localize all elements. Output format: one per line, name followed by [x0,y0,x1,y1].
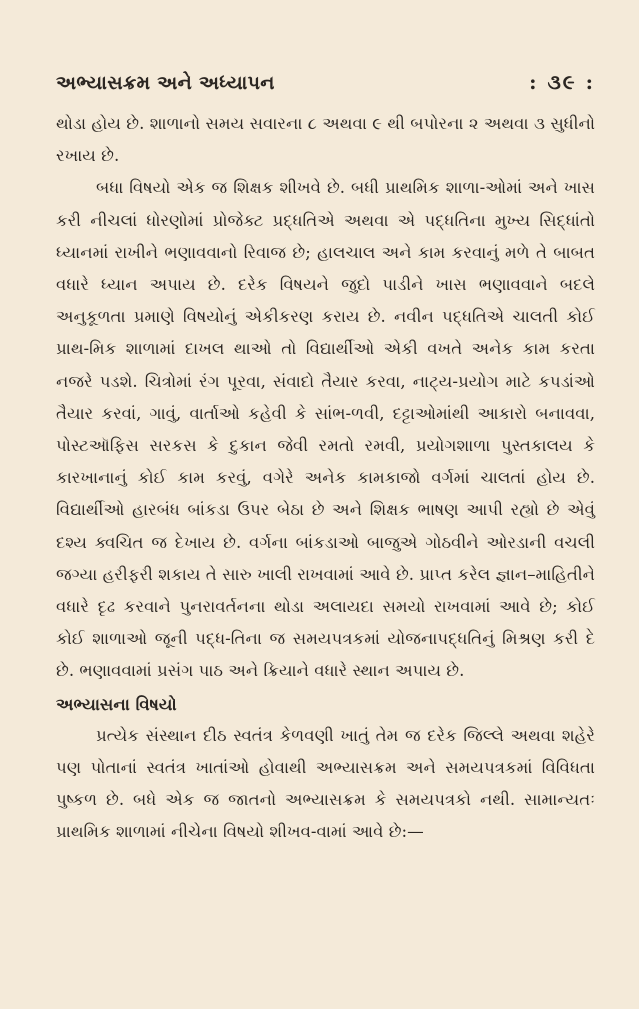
paragraph-continuation: થોડા હોય છે. શાળાનો સમય સવારના ૮ અથવા ૯ થી બપોરના ૨ અથવા ૩ સુધીનો રખાય છે. [56,114,595,166]
page-number: : ૩૯ : [529,70,595,94]
section-heading: અભ્યાસના વિષયો [56,693,177,714]
running-head: અભ્યાસક્રમ અને અધ્યાપન [56,72,275,94]
paragraph-subjects: પ્રત્યેક સંસ્થાન દીઠ સ્વતંત્ર કેળવણી ખાતું તેમ જ દરેક જિલ્લે અથવા શહેરે પણ પોતાનાં સ્વતંત્ર ખાતાંઓ હોવાથી અભ્યાસક્રમ અને સમયપત્રકમાં વિવિધતા પુષ્કળ છે. બધે એક જ જાતનો અભ્યાસક્રમ કે સમયપત્રકો નથી. સામાન્યતઃ પ્રાથમિક શાળામાં નીચેના વિષયો શીખવ-વામાં આવે છે:— [56,725,595,842]
page-header [56,70,595,94]
paragraph-teaching-method: બધા વિષયો એક જ શિક્ષક શીખવે છે. બધી પ્રાથમિક શાળા-ઓમાં અને ખાસ કરી નીચલાં ધોરણોમાં પ્રોજેક્ટ પ્રદ્ધતિએ અથવા એ પદ્ધતિના મુખ્ય સિદ્ધાંતો ધ્યાનમાં રાખીને ભણાવવાનો રિવાજ છે; હાલચાલ અને કામ કરવાનું મળે તે બાબત વધારે ધ્યાન અપાય છે. દરેક વિષયને જુદો પાડીને ખાસ ભણાવવાને બદલે અનુકૂળતા પ્રમાણે વિષયોનું એકીકરણ કરાય છે. નવીન પદ્ધતિએ ચાલતી કોઈ પ્રાથ-મિક શાળામાં દાખલ થાઓ તો વિદ્યાર્થીઓ એકી વખતે અનેક કામ કરતા નજરે પડશે. ચિત્રોમાં રંગ પૂરવા, સંવાદો તૈયાર કરવા, નાટ્ય-પ્રયોગ માટે કપડાંઓ તૈયાર કરવાં, ગાવું, વાર્તાઓ કહેવી કે સાંભ-ળવી, દટ્ટાઓમાંથી આકારો બનાવવા, પોસ્ટઑફિસ સરકસ કે દુકાન જેવી રમતો રમવી, પ્રયોગશાળા પુસ્તકાલય કે કારખાનાનું કોઈ કામ કરવું, વગેરે અનેક કામકાજો વર્ગમાં ચાલતાં હોય છે. વિદ્યાર્થીઓ હારબંધ બાંકડા ઉપર બેઠા છે અને શિક્ષક ભાષણ આપી રહ્યો છે એવું દશ્ય ક્વચિત જ દેખાય છે. વર્ગના બાંકડાઓ બાજુએ ગોઠવીને ઓરડાની વચલી જગ્યા હરીફરી શકાય તે સારુ ખાલી રાખવામાં આવે છે. પ્રાપ્ત કરેલ જ્ઞાન–માહિતીને વધારે દૃઢ કરવાને પુનરાવર્તનના થોડા અલાયદા સમયો રાખવામાં આવે છે; કોઈ કોઈ શાળાઓ જૂની પદ્ધ-તિના જ સમયપત્રકમાં યોજનાપદ્ધતિનું મિશ્રણ કરી દે છે. ભણાવવામાં પ્રસંગ પાઠ અને ક્રિયાને વધારે સ્થાન અપાય છે. [56,178,595,681]
